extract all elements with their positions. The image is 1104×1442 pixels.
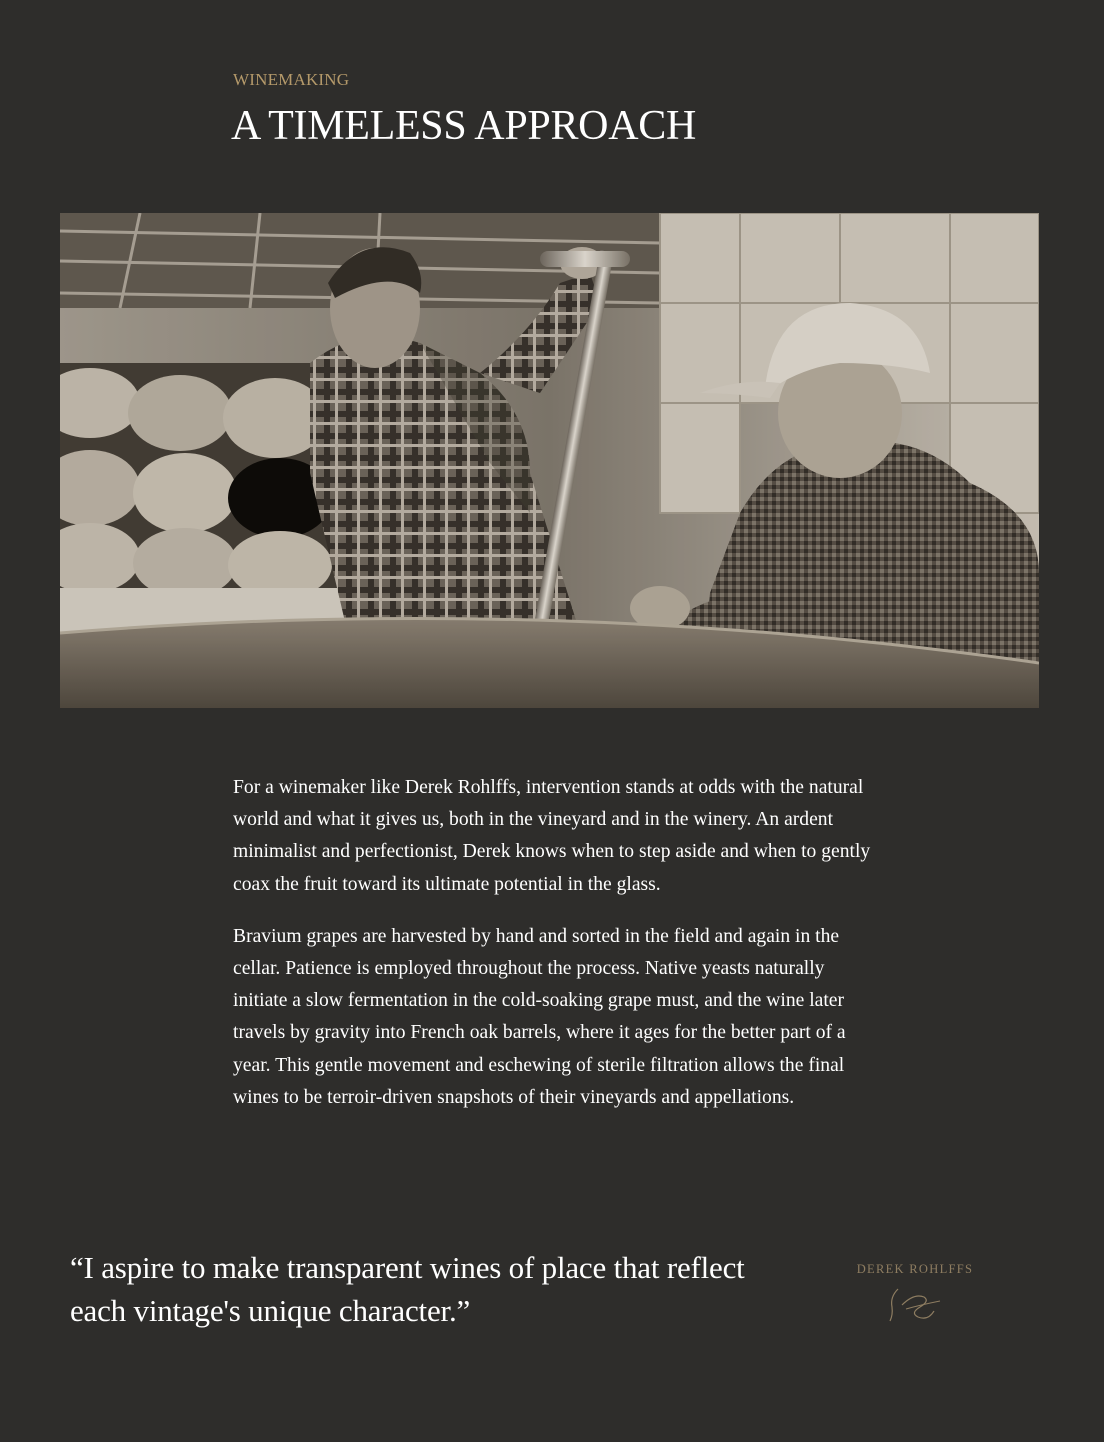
page-title: A TIMELESS APPROACH <box>231 103 696 149</box>
body-copy <box>233 772 873 1134</box>
section-eyebrow: WINEMAKING <box>233 70 350 89</box>
pull-quote: “I aspire to make transparent wines of place that reflect each vintage's unique character.” <box>70 1250 745 1328</box>
body-paragraph: For a winemaker like Derek Rohlffs, intervention stands at odds with the natural world and what it gives us, both in the vineyard and in the winery. An ardent minimalist and perfectionist, Derek knows when to step aside and when to gently coax the fruit toward its ultimate potential in the glass. <box>233 777 871 895</box>
quote-attribution <box>830 1262 1000 1323</box>
winemakers-photo <box>60 213 1039 708</box>
attribution-name: DEREK ROHLFFS <box>856 1262 974 1276</box>
signature-icon <box>880 1283 950 1323</box>
hero-image <box>60 213 1039 708</box>
body-paragraph: Bravium grapes are harvested by hand and sorted in the field and again in the cellar. Patience is employed throughout the process. Native yeasts naturally initiate a slow fermentation in the cold-soaking grape must, and the wine later travels by gravity into French oak barrels, where it ages for the better part of a year. This gentle movement and eschewing of sterile filtration allows the final wines to be terroir-driven snapshots of their vineyards and appellations. <box>233 925 846 1108</box>
